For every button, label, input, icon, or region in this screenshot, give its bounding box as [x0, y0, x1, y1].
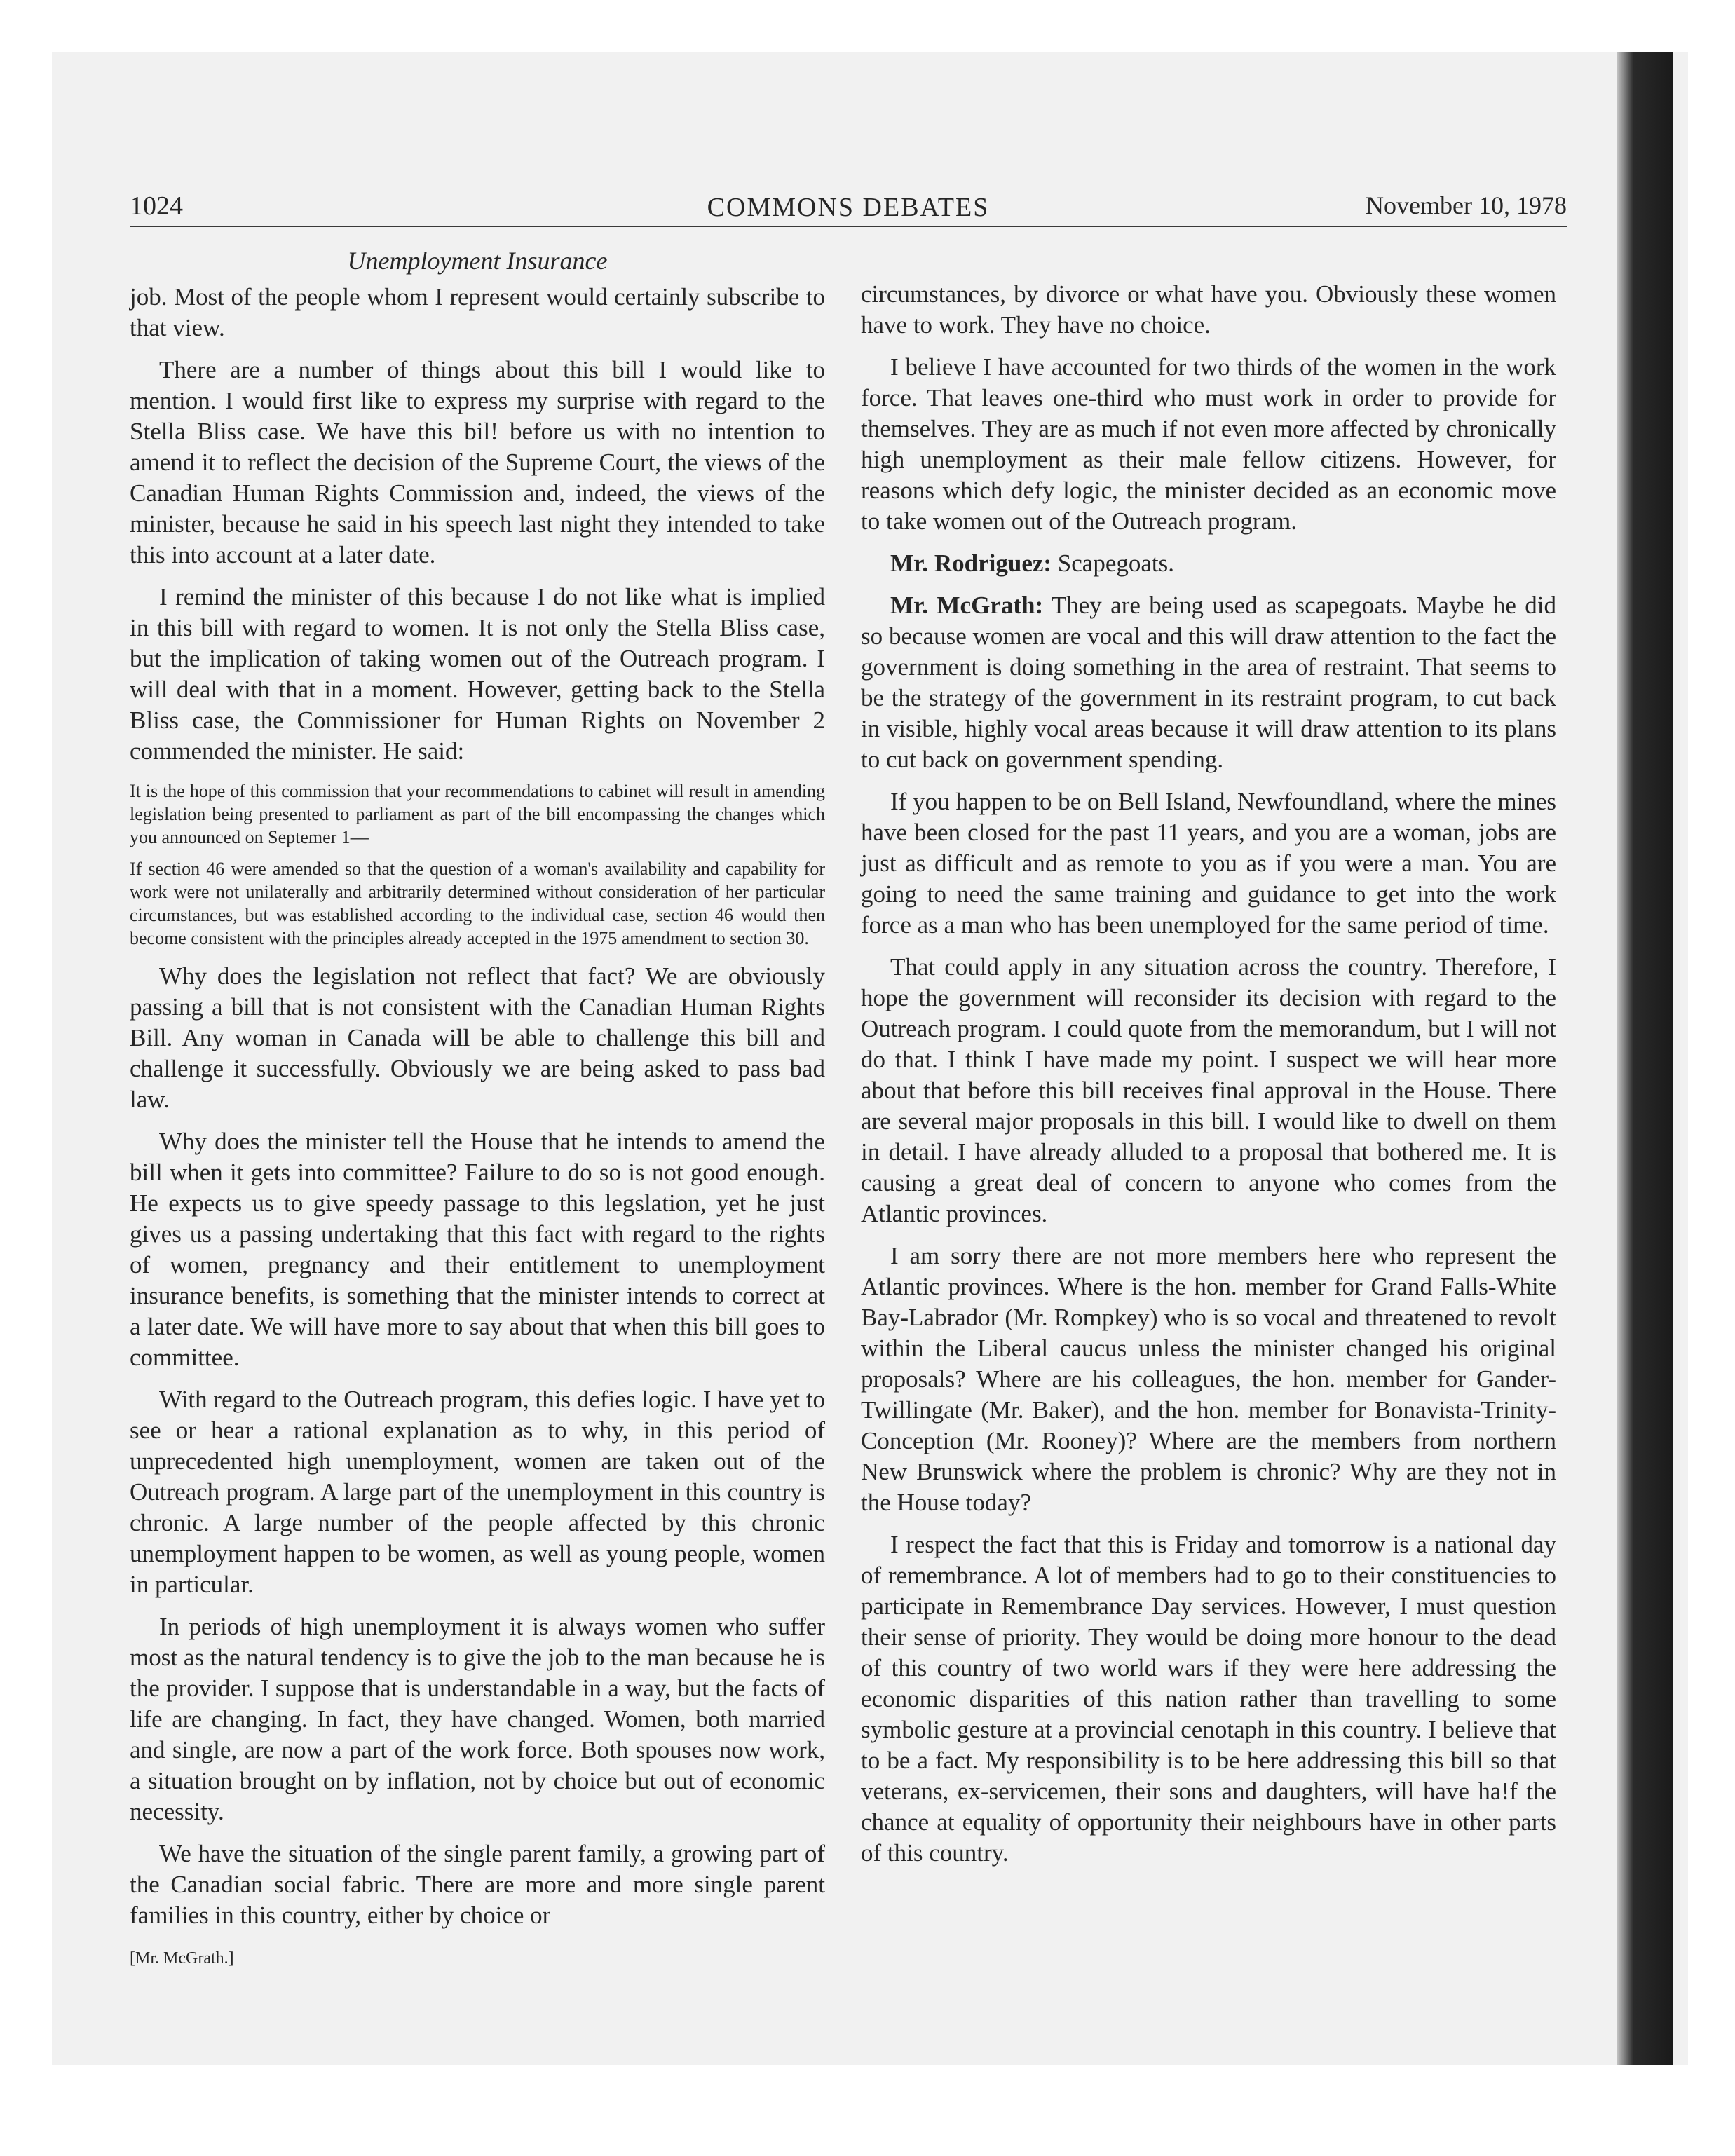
- speaker-name: Mr. Rodriguez:: [890, 550, 1052, 577]
- speaker-footnote: [Mr. McGrath.]: [130, 1949, 234, 1967]
- paragraph: We have the situation of the single parent family, a growing part of the Canadian social fabric. There are more and more single parent families in this country, either by choice or: [130, 1840, 825, 1929]
- paragraph: job. Most of the people whom I represent would certainly subscribe to that view.: [130, 283, 825, 341]
- paragraph: In periods of high unemployment it is always women who suffer most as the natural tendency is to give the job to the man because he is the provider. I suppose that is understandable in a way, but the facts of life are changing. In fact, they have changed. Women, both married and single, are now a part of the work force. Both spouses now work, a situation brought on by inflation, not by choice but out of economic necessity.: [130, 1613, 825, 1825]
- sitting-date: November 10, 1978: [1366, 191, 1567, 219]
- page-number: 1024: [130, 191, 183, 221]
- document-page: [130, 175, 1567, 2033]
- speech-text: Scapegoats.: [1057, 550, 1174, 577]
- speaker-paragraph: [861, 590, 1556, 775]
- paragraph: I am sorry there are not more members here who represent the Atlantic provinces. Where is the hon. member for Grand Falls-White Bay-Labrador (Mr. Rompkey) who is so vocal and threatened to revolt within the Liberal caucus unless the minister changed his original proposals? Where are his colleagues, the hon. member for Gander-Twillingate (Mr. Baker), and the hon. member for Bonavista-Trinity-Conception (Mr. Rooney)? Where are the members from northern New Brunswick where the problem is chronic? Why are they not in the House today?: [861, 1242, 1556, 1516]
- paragraph: Why does the legislation not reflect that fact? We are obviously passing a bill that is not consistent with the Canadian Human Rights Bill. Any woman in Canada will be able to challenge this bill and challenge it successfully. Obviously we are being asked to pass bad law.: [130, 962, 825, 1113]
- speech-text: They are being used as scapegoats. Maybe he did so because women are vocal and this will draw attention to the fact the government is doing something in the area of restraint. That seems to be the strategy of the government in its restraint program, to cut back in visible, highly vocal areas because it will draw attention to its plans to cut back on government spending.: [861, 592, 1556, 773]
- left-column: [130, 245, 825, 1969]
- paragraph: I believe I have accounted for two thirds of the women in the work force. That leaves one-third who must work in order to provide for themselves. They are as much if not even more affected by chronically high unemployment as their male fellow citizens. However, for reasons which defy logic, the minister decided as an economic move to take women out of the Outreach program.: [861, 353, 1556, 535]
- section-subhead: Unemployment Insurance: [347, 247, 608, 275]
- quote-paragraph: It is the hope of this commission that your recommendations to cabinet will result in amending legislation being presented to parliament as part of the bill encompassing the changes which you announced on Septemer 1—: [130, 781, 825, 847]
- paragraph: With regard to the Outreach program, this defies logic. I have yet to see or hear a rational explanation as to why, in this period of unprecedented high unemployment, women are taken out of the Outreach program. A large part of the unemployment in this country is chronic. A large number of the people affected by this chronic unemployment happen to be women, as well as young people, women in particular.: [130, 1386, 825, 1598]
- block-quote: [130, 779, 825, 950]
- paragraph: circumstances, by divorce or what have you. Obviously these women have to work. They have no choice.: [861, 280, 1556, 339]
- running-header: [130, 184, 1567, 227]
- paragraph: I respect the fact that this is Friday and tomorrow is a national day of remembrance. A lot of members had to go to their constituencies to participate in Remembrance Day services. However, I must question their sense of priority. They would be doing more honour to the dead of this country of two world wars if they were here addressing the economic disparities of this nation rather than travelling to some symbolic gesture at a provincial cenotaph in this country. I believe that to be a fact. My responsibility is to be here addressing this bill so that veterans, ex-servicemen, their sons and daughters, will have ha!f the chance at equality of opportunity their neighbours have in other parts of this country.: [861, 1531, 1556, 1867]
- paragraph: There are a number of things about this bill I would like to mention. I would first like to express my surprise with regard to the Stella Bliss case. We have this bil! before us with no intention to amend it to reflect the decision of the Supreme Court, the views of the Canadian Human Rights Commission and, indeed, the views of the minister, because he said in his speech last night they intended to take this into account at a later date.: [130, 356, 825, 568]
- page-edge-shadow: [1617, 52, 1673, 2065]
- paragraph: That could apply in any situation across the country. Therefore, I hope the government will reconsider its decision with regard to the Outreach program. I could quote from the memorandum, but I will not do that. I think I have made my point. I suspect we will hear more about that before this bill receives final approval in the House. There are several major proposals in this bill. I would like to dwell on them in detail. I have already alluded to a proposal that bothered me. It is causing a great deal of concern to anyone who comes from the Atlantic provinces.: [861, 953, 1556, 1227]
- speaker-paragraph: [861, 548, 1556, 579]
- quote-paragraph: If section 46 were amended so that the question of a woman's availability and capability for work were not unilaterally and arbitrarily determined without consideration of her particular circumstances, but was established according to the individual case, section 46 would then become consistent with the principles already accepted in the 1975 amendment to section 30.: [130, 859, 825, 948]
- paragraph: I remind the minister of this because I do not like what is implied in this bill with regard to women. It is not only the Stella Bliss case, but the implication of taking women out of the Outreach program. I will deal with that in a moment. However, getting back to the Stella Bliss case, the Commissioner for Human Rights on November 2 commended the minister. He said:: [130, 583, 825, 765]
- paragraph: Why does the minister tell the House that he intends to amend the bill when it gets into committee? Failure to do so is not good enough. He expects us to give speedy passage to this legslation, yet he just gives us a passing undertaking that this fact with regard to the rights of women, pregnancy and their entitlement to unemployment insurance benefits, is something that the minister intends to correct at a later date. We will have more to say about that when this bill goes to committee.: [130, 1128, 825, 1371]
- speaker-name: Mr. McGrath:: [890, 592, 1044, 619]
- paragraph: If you happen to be on Bell Island, Newfoundland, where the mines have been closed for the past 11 years, and you are a woman, jobs are just as difficult and as remote to you as if you were a man. You are going to need the same training and guidance to get into the work force as a man who has been unemployed for the same period of time.: [861, 788, 1556, 939]
- publication-title: COMMONS DEBATES: [707, 193, 990, 222]
- right-column: [861, 279, 1556, 1869]
